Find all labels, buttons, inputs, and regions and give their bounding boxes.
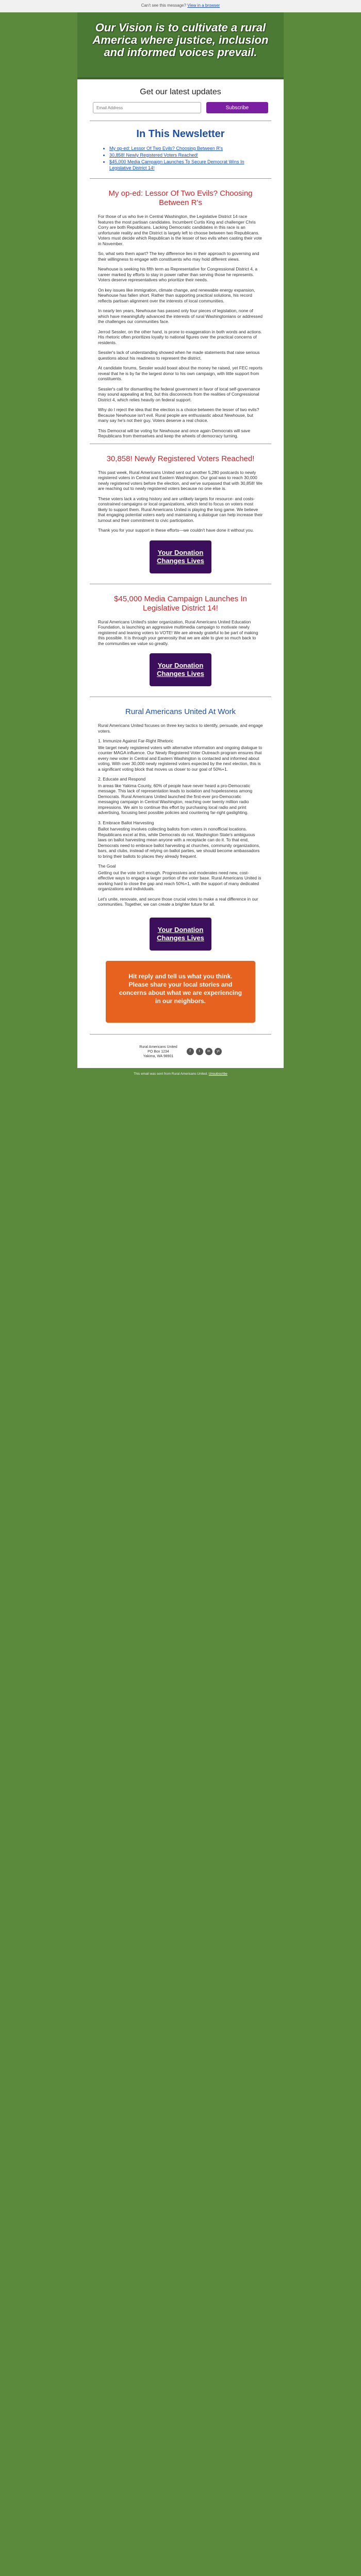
paragraph: In nearly ten years, Newhouse has passed only four pieces of legislation, none of which have meaningfully advanced the interests of rural Washingtonians or addressed the challenges our communities face. [98, 308, 263, 324]
address-line: Rural Americans United [139, 1045, 177, 1049]
unsub-text: This email was sent from Rural Americans United. [134, 1072, 208, 1076]
paragraph: Sessler's lack of understanding showed when he made statements that raise serious questions about his readiness to represent the district. [98, 350, 260, 361]
work-title: Rural Americans United At Work [125, 707, 236, 716]
paragraph: This past week, Rural Americans United sent out another 5,280 postcards to newly registered voters in Central and Eastern Washington. Our goal was to reach 30,000 newly registered voters before the election, and we've surpassed that with 30,858! We are reaching out to newly registered voters because no one else is. [98, 469, 262, 491]
newsletter-title: In This Newsletter [136, 128, 225, 140]
paragraph: Rural Americans United focuses on three key tactics to identify, persuade, and engage voters. [98, 723, 263, 734]
twitter-icon[interactable]: t [196, 1048, 203, 1055]
browser-view-bar [0, 0, 361, 12]
paragraph: We target newly registered voters with alternative information and ongoing dialogue to counter MAGA influence. Our Newly Registered Voter Outreach program ensures that every new voter in Central and Eastern Washington is contacted and informed about voting. With over 30,000 newly registered voters expected by the next election, this is a significant voting block that moves us closer to our goal of 50%+1. [98, 744, 262, 772]
subscribe-button[interactable]: Subscribe [206, 102, 268, 113]
paragraph: For those of us who live in Central Washington, the Legislative District 14 race features the most partisan candidates. Incumbent Curtis King and challenger Chris Corry are both Republicans. Lacking Democratic candidates in this race is an unfortunate reality and the District is largely left to choose between two Republicans. Voters must decide which Republican is the lesser of two evils when casting their vote in November. [98, 214, 262, 246]
paragraph: These voters lack a voting history and are unlikely targets for resource- and costs-constrained campaigns or local organizations, which tend to focus on voters most likely to support them. Rural Americans United is playing the long game. We believe that engaging potential voters early and maintaining a dialogue can help increase their turnout and their commitment to civic participation. [98, 496, 263, 523]
callout-text: Hit reply and tell us what you think. Please share your local stories and concerns about what we are experiencing in our neighbors. [119, 972, 242, 1005]
divider [90, 178, 271, 179]
donate-button[interactable]: Your Donation Changes Lives [150, 653, 211, 686]
paragraph: Ballot harvesting involves collecting ballots from voters in nonofficial locations. Republicans excel at this, while Democrats do not. Washington State's ambiguous laws on ballot harvesting mean anyone with a receptacle can do it. To that end, Democrats need to embrace ballot harvesting at churches, community organizations, bars, and clubs, instead of relying on ballot parties, we should become ambassadors to bring their ballots to places they already frequent. [98, 826, 260, 859]
toc-list [98, 145, 263, 171]
work-body [77, 723, 284, 907]
paragraph: Why do I reject the idea that the election is a choice between the lesser of two evils? Because Newhouse isn't evil. Rural people are enthusiastic about Newhouse, but many say he's not their guy. Voters deserve a real choice. [98, 407, 259, 423]
footer-row [77, 1045, 284, 1059]
paragraph: At candidate forums, Sessler would boast about the money he raised, yet FEC reports reveal that he is by far the largest donor to his own campaign, with little support from constituents. [98, 365, 262, 381]
paragraph: Let's unite, renovate, and secure those crucial votes to make a real difference in our communities. Together, we can create a brighter future for all. [98, 896, 258, 907]
item-heading: The Goal [98, 863, 116, 869]
newsletter-contents [77, 121, 284, 171]
email-field[interactable] [93, 102, 201, 113]
footer [77, 1035, 284, 1068]
paragraph: This Democrat will be voting for Newhouse and once again Democrats will save Republicans from themselves and keep the wheels of democracy turning. [98, 428, 251, 438]
address-line: PO Box 1234 [147, 1049, 169, 1054]
donate-button[interactable]: Your Donation Changes Lives [150, 540, 211, 573]
toc-item[interactable]: • 30,858! Newly Registered Voters Reached! [109, 152, 263, 158]
paragraph: On key issues like immigration, climate change, and renewable energy expansion, Newhouse has fallen short. Rather than supporting practical solutions, his record reflects partisan alignment over the interests of local communities. [98, 287, 255, 303]
toc-item[interactable]: • My op-ed: Lessor Of Two Evils? Choosing Between R's [109, 145, 263, 151]
oped-body [77, 214, 284, 439]
view-in-browser-link[interactable]: View in a browser [187, 3, 220, 8]
signup-heading: Get our latest updates [140, 88, 221, 96]
paragraph: Getting out the vote isn't enough. Progressives and moderates need new, cost-effective ways to engage a larger portion of the voter base. Rural Americans United is working hard to close the gap and reach 50%+1, with the support of many dedicated organizations and individuals. [98, 870, 261, 891]
paragraph: Newhouse is seeking his fifth term as Representative for Congressional District 4, a career marked by efforts to stay in power rather than serving those he represents. Voters deserve representatives who prioritize their needs. [98, 266, 258, 282]
social-links [187, 1048, 222, 1055]
oped-title: My op-ed: Lessor Of Two Evils? Choosing Between R's [108, 189, 253, 207]
signup-section [77, 79, 284, 121]
paragraph: Jerrod Sessler, on the other hand, is prone to exaggeration in both words and actions. His rhetoric often prioritizes loyalty to national figures over the practical concerns of residents. [98, 329, 262, 345]
facebook-icon[interactable]: f [187, 1048, 194, 1055]
media-body [77, 619, 284, 647]
paragraph: So, what sets them apart? The key difference lies in their approach to governing and their willingness to engage with constituents who may hold different views. [98, 251, 259, 262]
topbar-text: Can't see this message? [141, 3, 187, 8]
voters-body [77, 470, 284, 533]
unsubscribe-link[interactable]: Unsubscribe [208, 1072, 227, 1076]
youtube-icon[interactable]: yt [215, 1048, 222, 1055]
unsubscribe-bar [0, 1068, 361, 1081]
item-heading: 3. Embrace Ballot Harvesting [98, 820, 154, 825]
donate-button[interactable]: Your Donation Changes Lives [150, 918, 211, 951]
email-container [77, 12, 284, 1068]
signup-form [90, 102, 271, 113]
hero-title: Our Vision is to cultivate a rural America where justice, inclusion and informed voices prevail. [92, 21, 269, 59]
paragraph: Rural Americans United's sister organization, Rural Americans United Education Foundation, is launching an aggressive multimedia campaign to motivate newly registered and leaning voters to VOTE! We are already grateful to be part of making this possible. It is through your generosity that we are able to give so much back to the communities we value so greatly. [98, 619, 258, 646]
linkedin-icon[interactable]: in [205, 1048, 212, 1055]
footer-address [139, 1045, 177, 1059]
paragraph: Sessler's call for dismantling the federal government in favor of local self-governance may sound appealing at first, but this disconnects from the realities of Congressional District 4, which relies heavily on federal support. [98, 386, 260, 402]
paragraph: Thank you for your support in these efforts—we couldn't have done it without you. [98, 528, 254, 533]
reply-callout [106, 961, 255, 1023]
voters-title: 30,858! Newly Registered Voters Reached! [106, 454, 255, 463]
media-title: $45,000 Media Campaign Launches In Legislative District 14! [114, 594, 247, 613]
paragraph: In areas like Yakima County, 60% of people have never heard a pro-Democratic message. This lack of representation leads to isolation and hopelessness among Democrats. Rural Americans United launched the first-ever pro-Democratic messaging campaign in Central Washington, reaching over twenty million radio impressions. We aim to continue this effort by purchasing local radio and print advertising, focusing best possible policies and countering far-right gaslighting. [98, 783, 253, 815]
address-line: Yakima, WA 98901 [143, 1054, 174, 1058]
item-heading: 1. Immunize Against Far-Right Rhetoric [98, 738, 174, 743]
hero-banner [77, 12, 284, 79]
item-heading: 2. Educate and Respond [98, 776, 146, 782]
toc-item[interactable]: • $45,000 Media Campaign Launches To Secure Democrat Wins In Legislative District 14! [109, 159, 263, 171]
